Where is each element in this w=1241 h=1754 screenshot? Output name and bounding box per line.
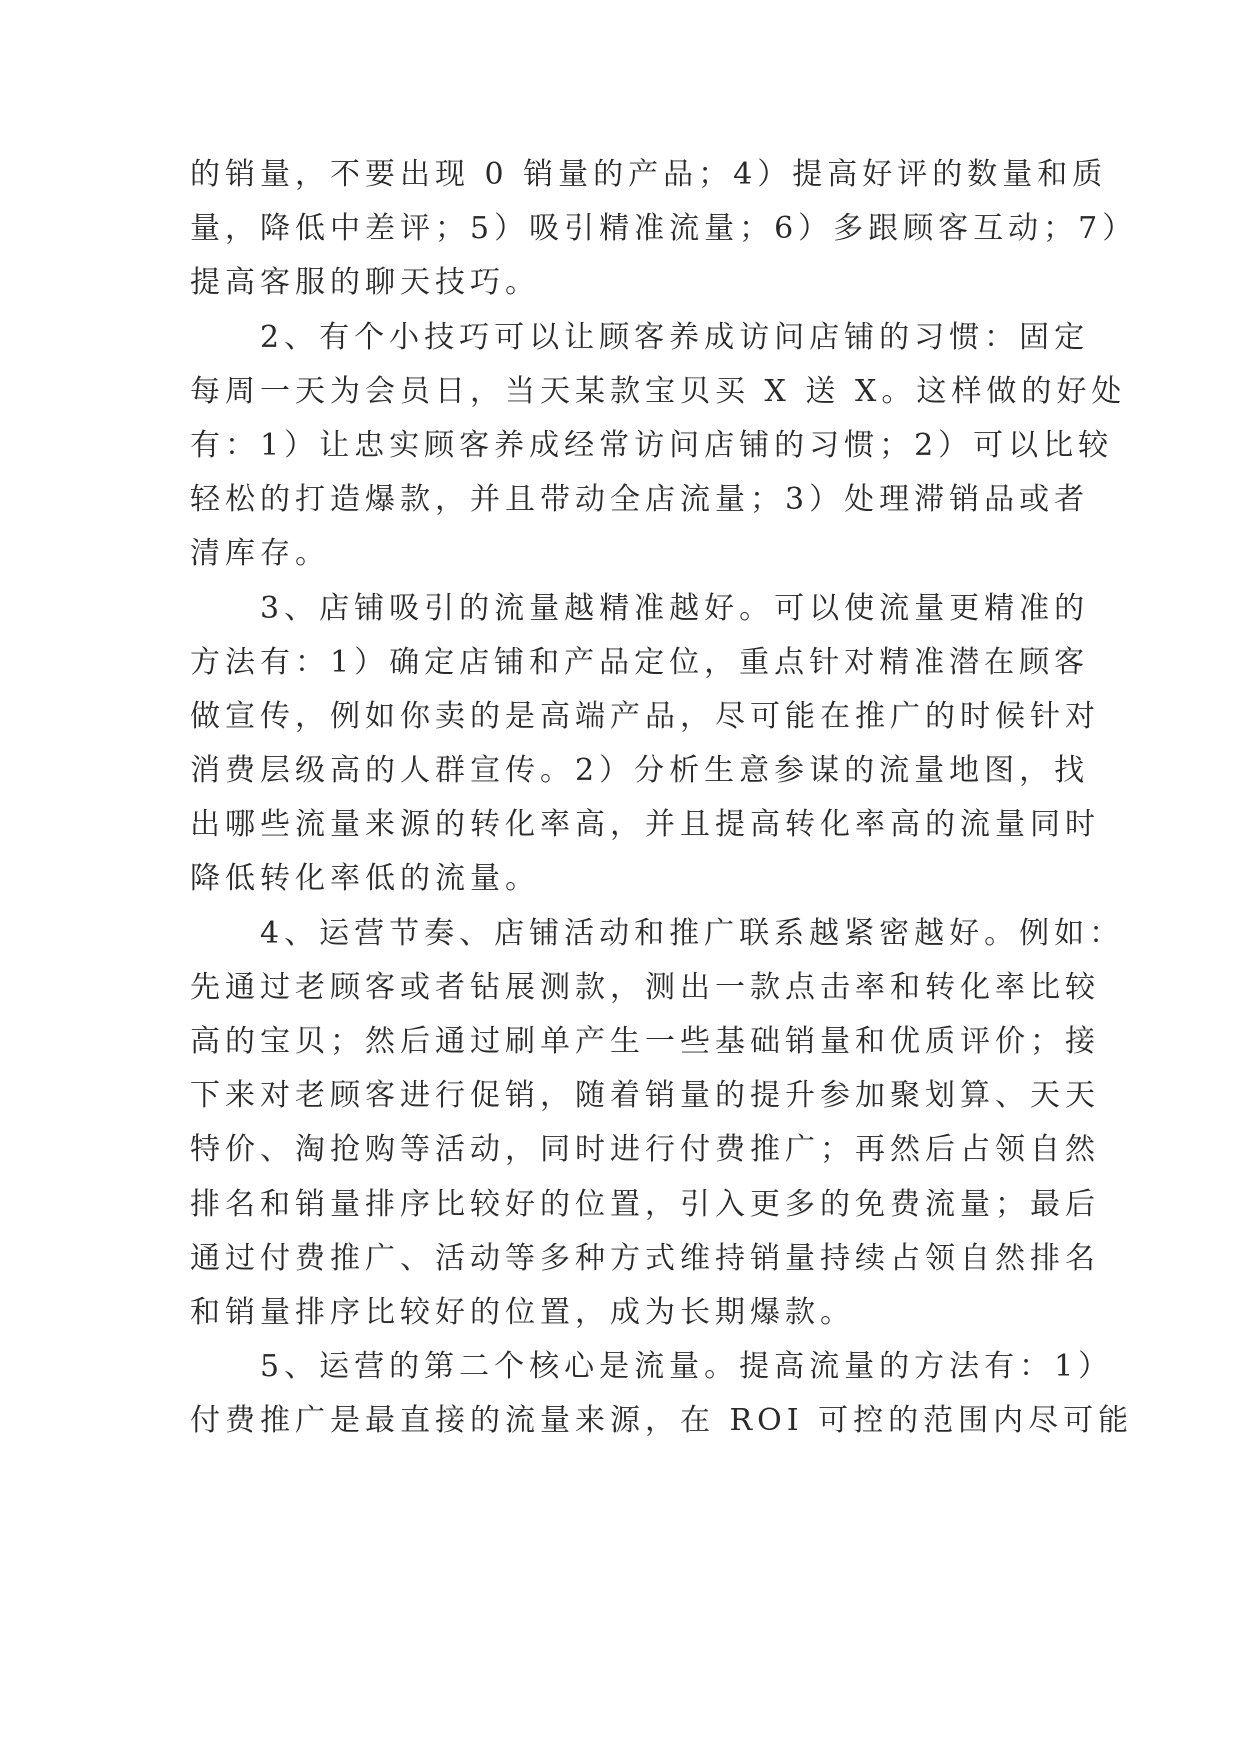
text-line: 先通过老顾客或者钻展测款，测出一款点击率和转化率比较 — [190, 969, 1100, 1005]
text-line: 量，降低中差评；5）吸引精准流量；6）多跟顾客互动；7） — [190, 211, 1138, 247]
text-line: 的销量，不要出现 0 销量的产品；4）提高好评的数量和质 — [190, 157, 1108, 192]
text-line: 出哪些流量来源的转化率高，并且提高转化率高的流量同时 — [190, 807, 1100, 843]
text-line: 付费推广是最直接的流量来源，在 ROI 可控的范围内尽可能 — [190, 1403, 1134, 1439]
text-line: 提高客服的聊天技巧。 — [190, 265, 540, 301]
paragraph-4-first-line: 4、运营节奏、店铺活动和推广联系越紧密越好。例如： — [260, 915, 1125, 951]
text-line: 高的宝贝；然后通过刷单产生一些基础销量和优质评价；接 — [190, 1024, 1100, 1059]
text-line: 有：1）让忠实顾客养成经常访问店铺的习惯；2）可以比较 — [190, 427, 1114, 463]
text-line: 轻松的打造爆款，并且带动全店流量；3）处理滞销品或者 — [190, 482, 1090, 518]
text-line: 特价、淘抢购等活动，同时进行付费推广；再然后占领自然 — [190, 1132, 1100, 1168]
text-line: 做宣传，例如你卖的是高端产品，尽可能在推广的时候针对 — [190, 698, 1100, 734]
text-line: 下来对老顾客进行促销，随着销量的提升参加聚划算、天天 — [190, 1078, 1100, 1114]
text-line: 通过付费推广、活动等多种方式维持销量持续占领自然排名 — [190, 1240, 1100, 1276]
text-line: 排名和销量排序比较好的位置，引入更多的免费流量；最后 — [190, 1186, 1100, 1222]
text-line: 和销量排序比较好的位置，成为长期爆款。 — [190, 1294, 855, 1330]
text-line: 每周一天为会员日，当天某款宝贝买 X 送 X。这样做的好处 — [190, 373, 1127, 409]
paragraph-5-first-line: 5、运营的第二个核心是流量。提高流量的方法有：1） — [260, 1349, 1114, 1385]
text-line: 消费层级高的人群宣传。2）分析生意参谋的流量地图，找 — [190, 753, 1090, 789]
text-line: 降低转化率低的流量。 — [190, 861, 540, 897]
text-line: 清库存。 — [190, 536, 330, 572]
paragraph-2-first-line: 2、有个小技巧可以让顾客养成访问店铺的习惯：固定 — [260, 319, 1090, 355]
paragraph-3-first-line: 3、店铺吸引的流量越精准越好。可以使流量更精准的 — [260, 590, 1090, 626]
body-text — [190, 148, 1138, 1449]
text-line: 方法有：1）确定店铺和产品定位，重点针对精准潜在顾客 — [190, 644, 1090, 680]
